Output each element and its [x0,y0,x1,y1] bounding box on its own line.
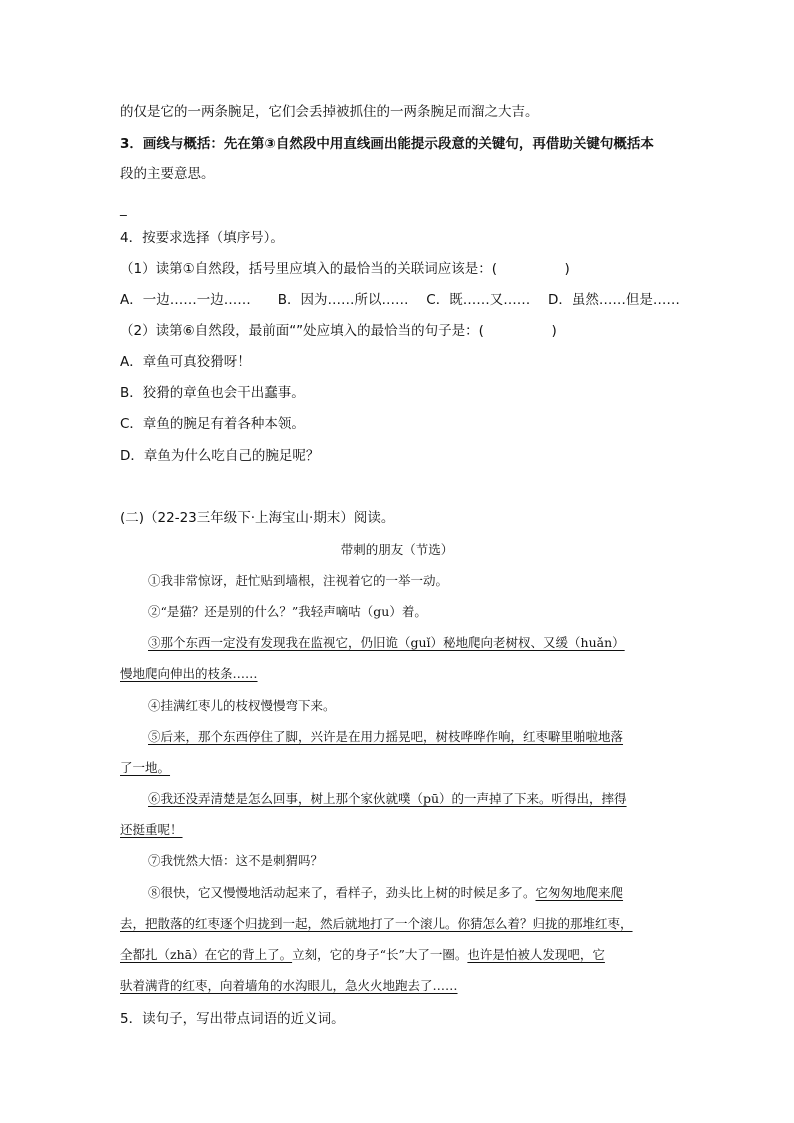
paragraph-8-segment: ⑧很快，它又慢慢地活动起来了，看样子，劲头比上树的时候足多了。 [148,885,536,900]
option-a: A．章鱼可真狡猾呀！ [120,354,251,370]
question-4: 4．按要求选择（填序号）。 [120,230,284,246]
option-d: D．章鱼为什么吃自己的腕足呢？ [120,448,320,464]
text-line: 的仅是它的一两条腕足，它们会丢掉被抓住的一两条腕足而溜之大吉。 [120,104,539,120]
question-5: 5．读句子，写出带点词语的近义词。 [120,1011,345,1027]
paragraph-4: ④挂满红枣儿的枝杈慢慢弯下来。 [148,698,336,713]
question-3-line-2: 段的主要意思。 [120,166,215,182]
paragraph-8-line-2: 去，把散落的红枣逐个归拢到一起，然后就地打了一个滚儿。你猜怎么着？归拢的那堆红枣， [120,916,633,931]
passage-title: 带刺的朋友（节选） [340,542,454,557]
paragraph-2: ②“是猫？还是别的什么？”我轻声嘀咕（gu）着。 [148,604,427,619]
paragraph-5-line-1: ⑤后来，那个东西停住了脚，兴许是在用力摇晃吧，树枝哗哗作响，红枣噼里啪啦地落 [148,729,624,744]
paragraph-7: ⑦我恍然大悟：这不是刺猬吗？ [148,853,324,868]
paragraph-8-underlined: 全都扎（zhā）在它的背上了。 [120,947,293,962]
paragraph-8-underlined: 也许是怕被人发现吧，它 [467,947,605,962]
paragraph-3-line-2: 慢地爬向伸出的枝条…… [120,666,258,681]
option-b: B．狡猾的章鱼也会干出蠢事。 [120,385,305,401]
question-4-2: （2）读第⑥自然段，最前面“”处应填入的最恰当的句子是：( ) [120,323,557,339]
paragraph-6-line-2: 还挺重呢！ [120,822,183,837]
paragraph-8-segment: 立刻，它的身子“长”大了一圈。 [292,947,468,962]
question-4-1-options: A．一边……一边…… B．因为……所以…… C．既……又…… D．虽然……但是…… [120,292,680,308]
paragraph-8-line-4: 驮着满背的红枣，向着墙角的水沟眼儿，急火火地跑去了…… [120,978,458,993]
answer-blank: _ [120,201,127,217]
paragraph-8-line-3 [120,946,605,964]
paragraph-3-line-1: ③那个东西一定没有发现我在监视它，仍旧诡（guǐ）秘地爬向老树杈、又缓（huǎn） [148,635,625,650]
paragraph-8-line-1 [148,884,623,902]
section-2-heading: (二)（22-23三年级下·上海宝山·期末）阅读。 [120,510,395,526]
paragraph-5-line-2: 了一地。 [120,760,171,775]
paragraph-8-underlined: 它匆匆地爬来爬 [535,885,624,900]
question-3-line-1: 3．画线与概括：先在第③自然段中用直线画出能提示段意的关键句，再借助关键句概括本 [120,136,654,152]
option-c: C．章鱼的腕足有着各种本领。 [120,416,305,432]
paragraph-6-line-1: ⑥我还没弄清楚是怎么回事，树上那个家伙就噗（pū）的一声掉了下来。听得出，摔得 [148,791,627,806]
paragraph-1: ①我非常惊讶，赶忙贴到墙根，注视着它的一举一动。 [148,573,449,588]
question-4-1: （1）读第①自然段，括号里应填入的最恰当的关联词应该是：( ) [120,261,570,277]
